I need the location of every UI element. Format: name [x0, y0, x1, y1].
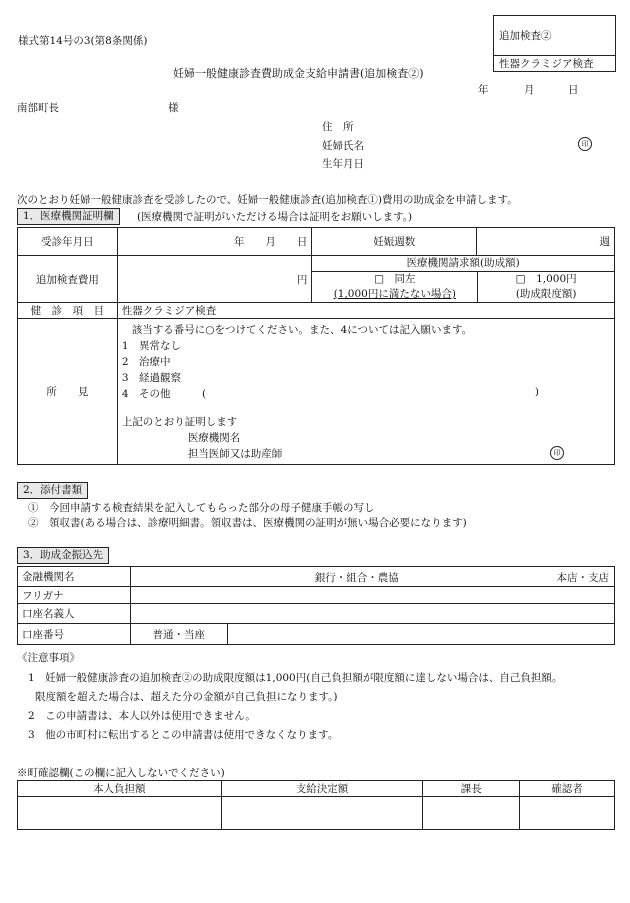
exam-date-label: 受診年月日 [18, 228, 118, 256]
claim-option-limit-label: □ 1,000円 [515, 273, 577, 285]
certify-text: 上記のとおり証明します [121, 416, 238, 428]
applicant-seal-icon: 印 [578, 137, 592, 151]
claim-option-limit-note: (助成限度額) [515, 288, 577, 300]
note-1-continued: 限度額を超えた場合は、超えた分の金額が自己負担になります。) [35, 691, 338, 703]
applicant-name-label: 妊婦氏名 [322, 140, 364, 152]
addressee-name: 南部町長 [17, 102, 59, 114]
doctor-seal-icon: 印 [550, 446, 564, 460]
section1-heading: 1．医療機関証明欄 [17, 208, 120, 225]
additional-exam-box [493, 15, 616, 72]
confirm-chief-cell [423, 797, 520, 830]
pregnancy-weeks-label: 妊娠週数 [312, 228, 477, 256]
findings-option-3[interactable]: 3 経過観察 [121, 372, 181, 384]
claim-amount-header: 医療機関請求額(助成額) [312, 256, 614, 272]
bank-name-label: 金融機関名 [18, 567, 131, 587]
section3-heading: 3．助成金振込先 [17, 547, 109, 564]
findings-area[interactable] [117, 319, 614, 465]
notes-heading: 《注意事項》 [17, 652, 80, 664]
intro-text: 次のとおり妊婦一般健康診査を受診したので、妊婦一般健康診査(追加検査①)費用の助成金を申請します。 [17, 194, 518, 206]
attachment-item-1: ① 今回申請する検査結果を記入してもらった部分の母子健康手帳の写し [28, 502, 375, 514]
account-number-label: 口座番号 [18, 624, 131, 645]
bank-account-table [17, 566, 615, 645]
findings-option-4-close: ) [534, 386, 539, 398]
doctor-label: 担当医師又は助産師 [187, 448, 283, 460]
findings-option-2[interactable]: 2 治療中 [121, 356, 171, 368]
exam-date-field[interactable]: 年 月 日 [117, 228, 312, 256]
confirm-decided-cell [221, 797, 423, 830]
findings-label: 所 見 [18, 319, 118, 465]
confirm-col-checker: 確認者 [520, 781, 615, 797]
account-holder-label: 口座名義人 [18, 604, 131, 624]
account-type-options[interactable]: 普通・当座 [130, 624, 227, 645]
note-2: 2 この申請書は、本人以外は使用できません。 [28, 710, 256, 722]
applicant-birth-label: 生年月日 [322, 158, 364, 170]
confirm-col-decided: 支給決定額 [221, 781, 423, 797]
bank-type-options: 銀行・組合・農協 [314, 572, 399, 584]
exam-item-label: 健 診 項 目 [18, 303, 118, 319]
findings-option-4[interactable]: 4 その他 ( [121, 388, 207, 400]
exam-cost-label: 追加検査費用 [18, 256, 118, 303]
addressee-honorific: 様 [168, 102, 179, 114]
page-title: 妊婦一般健康診査費助成金支給申請書(追加検査②) [173, 67, 424, 80]
furigana-field[interactable] [130, 587, 614, 604]
chlamydia-exam-label: 性器クラミジア検査 [499, 58, 594, 70]
findings-instruction: 該当する番号に○をつけてください。また、4については記入願います。 [131, 324, 473, 336]
date-year: 年 [478, 84, 489, 96]
account-holder-field[interactable] [130, 604, 614, 624]
confirmation-table [17, 780, 615, 830]
section2-heading: 2．添付書類 [17, 482, 88, 499]
note-3: 3 他の市町村に転出するとこの申請書は使用できなくなります。 [28, 729, 339, 741]
section1-note: (医療機関で証明がいただける場合は証明をお願いします。) [137, 211, 413, 223]
bank-name-field[interactable] [130, 567, 614, 587]
furigana-label: フリガナ [18, 587, 131, 604]
confirm-heading: ※町確認欄(この欄に記入しないでください) [17, 767, 225, 779]
exam-cost-field[interactable]: 円 [117, 256, 312, 303]
date-month: 月 [524, 84, 535, 96]
form-number: 様式第14号の3(第8条関係) [18, 35, 148, 47]
additional-exam-label: 追加検査② [499, 30, 552, 42]
confirm-col-chief: 課長 [423, 781, 520, 797]
claim-option-same-label: □ 同左 [374, 273, 416, 285]
findings-option-1[interactable]: 1 異常なし [121, 340, 181, 352]
pregnancy-weeks-field[interactable]: 週 [477, 228, 615, 256]
account-number-field[interactable] [227, 624, 614, 645]
claim-option-same-note: (1,000円に満たない場合) [333, 288, 456, 300]
institution-label: 医療機関名 [187, 432, 241, 444]
confirm-self-pay-cell [18, 797, 222, 830]
exam-item-value: 性器クラミジア検査 [117, 303, 614, 319]
date-day: 日 [568, 84, 579, 96]
medical-certificate-table [17, 227, 615, 465]
attachment-item-2: ② 領収書(ある場合は、診療明細書。領収書は、医療機関の証明が無い場合必要になります) [28, 517, 467, 529]
claim-amount-cell [312, 256, 615, 303]
applicant-address-label: 住 所 [322, 121, 354, 133]
confirm-checker-cell [520, 797, 615, 830]
claim-option-same[interactable] [312, 272, 478, 302]
branch-type-options: 本店・支店 [556, 572, 609, 584]
confirm-col-self-pay: 本人負担額 [18, 781, 222, 797]
claim-option-limit[interactable] [478, 272, 614, 302]
note-1: 1 妊婦一般健康診査の追加検査②の助成限度額は1,000円(自己負担額が限度額に達しない場合は、自己負担額。 [28, 672, 563, 684]
